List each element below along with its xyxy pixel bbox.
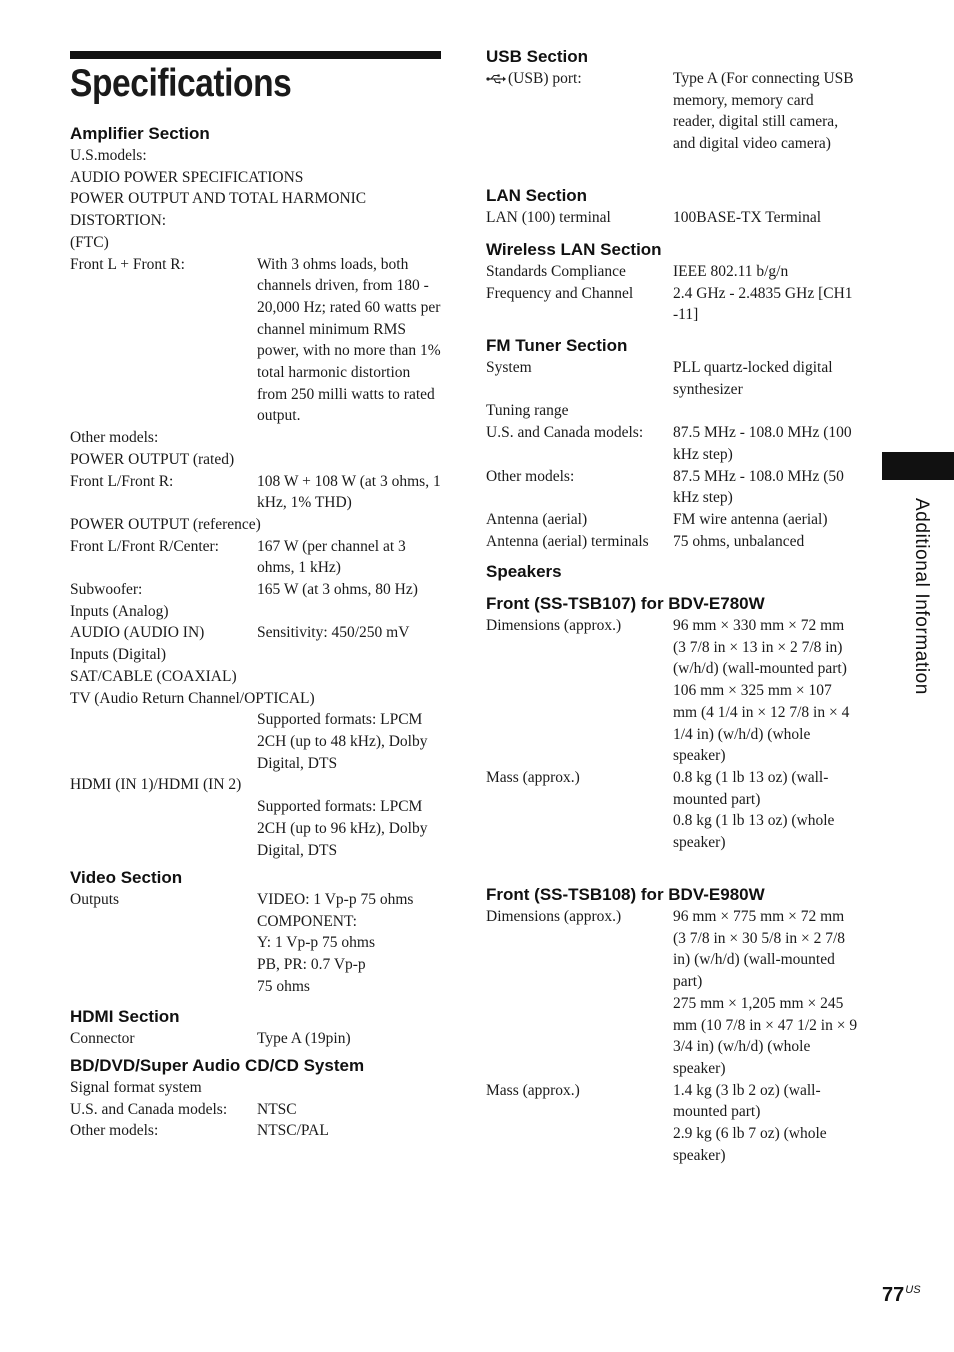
- spec-label: POWER OUTPUT (reference): [70, 515, 261, 533]
- spec-row: [486, 261, 858, 283]
- spec-row: [486, 283, 858, 326]
- spec-row: [70, 601, 442, 623]
- section-heading: Speakers: [486, 562, 562, 581]
- spec-label: Other models:: [70, 429, 159, 447]
- spec-row: [486, 615, 858, 680]
- spec-label: POWER OUTPUT (rated): [70, 450, 235, 468]
- spec-label: Antenna (aerial): [486, 510, 588, 528]
- spec-value: 106 mm × 325 mm × 107 mm (4 1/4 in × 12 7/8 in × 4 1/4 in) (w/h/d) (whole speaker): [673, 682, 850, 765]
- spec-value: NTSC/PAL: [257, 1122, 329, 1140]
- spec-row: [70, 709, 442, 774]
- spec-row: [70, 666, 442, 688]
- title-rule: [70, 51, 441, 59]
- spec-value: With 3 ohms loads, both channels driven, from 180 - 20,000 Hz; rated 60 watts per channel minimum RMS power, with no more than 1% total harmonic distortion from 250 milli watts to rated output.: [257, 255, 441, 425]
- amplifier-section: [70, 122, 442, 861]
- spec-value: 275 mm × 1,205 mm × 245 mm (10 7/8 in × 47 1/2 in × 9 3/4 in) (w/h/d) (whole speaker): [673, 994, 858, 1077]
- spec-row: [70, 622, 442, 644]
- spec-label: [486, 68, 673, 155]
- spec-value: 0.8 kg (1 lb 13 oz) (whole speaker): [673, 812, 835, 852]
- section-heading: Amplifier Section: [70, 124, 210, 143]
- spec-row: [70, 796, 442, 861]
- spec-value: 2.9 kg (6 lb 7 oz) (whole speaker): [673, 1125, 827, 1164]
- spec-row: [70, 954, 442, 976]
- spec-row: [70, 167, 442, 189]
- spec-row: [70, 579, 442, 601]
- spec-row: [70, 188, 442, 210]
- spec-row: [70, 644, 442, 666]
- spec-row: [486, 68, 858, 155]
- spec-row: [486, 207, 858, 229]
- spec-value: VIDEO: 1 Vp-p 75 ohms: [257, 891, 414, 908]
- spec-row: [70, 1120, 442, 1142]
- spec-value: 96 mm × 330 mm × 72 mm (3 7/8 in × 13 in × 2 7/8 in) (w/h/d) (wall-mounted part): [673, 617, 847, 678]
- usb-icon: [486, 69, 508, 91]
- spec-row: [70, 889, 442, 911]
- usb-section: [486, 45, 858, 155]
- spec-row: [486, 509, 858, 531]
- spec-label: Front L/Front R/Center:: [70, 537, 219, 555]
- spec-label: Inputs (Analog): [70, 602, 169, 620]
- spec-label: HDMI (IN 1)/HDMI (IN 2): [70, 776, 242, 794]
- spec-value: PB, PR: 0.7 Vp-p: [257, 956, 366, 974]
- spec-label: TV (Audio Return Channel/OPTICAL): [70, 689, 315, 707]
- spec-label: Mass (approx.): [486, 1081, 580, 1099]
- section-heading: FM Tuner Section: [486, 336, 628, 355]
- spec-label: Mass (approx.): [486, 768, 580, 786]
- spec-row: [70, 254, 442, 428]
- spec-label: Outputs: [70, 891, 120, 908]
- spec-value: 96 mm × 775 mm × 72 mm (3 7/8 in × 30 5/8 in × 2 7/8 in) (w/h/d) (wall-mounted part): [673, 908, 846, 991]
- spec-row: [486, 1080, 858, 1123]
- spec-row: [70, 1028, 442, 1050]
- spec-label: Antenna (aerial) terminals: [486, 532, 649, 550]
- lan-section: [486, 184, 858, 229]
- spec-row: [486, 993, 858, 1080]
- section-heading: LAN Section: [486, 186, 588, 205]
- spec-value: IEEE 802.11 b/g/n: [673, 263, 789, 280]
- spec-row: [70, 427, 442, 449]
- wireless-lan-section: [486, 238, 858, 326]
- spec-row: [70, 449, 442, 471]
- spec-label: Other models:: [486, 467, 575, 485]
- section-heading: BD/DVD/Super Audio CD/CD System: [70, 1056, 365, 1075]
- spec-label-text: (USB) port:: [508, 70, 582, 87]
- spec-label: AUDIO (AUDIO IN): [70, 624, 205, 642]
- spec-label: LAN (100) terminal: [486, 209, 611, 226]
- speakers-section: [486, 560, 858, 583]
- spec-label: Standards Compliance: [486, 263, 626, 280]
- spec-label: Frequency and Channel: [486, 284, 634, 302]
- spec-label: U.S. and Canada models:: [70, 1100, 228, 1118]
- spec-row: [486, 680, 858, 767]
- spec-value: 1.4 kg (3 lb 2 oz) (wall-mounted part): [673, 1081, 821, 1121]
- spec-row: [70, 210, 442, 232]
- spec-row: [486, 531, 858, 553]
- spec-row: [486, 767, 858, 810]
- spec-label: Subwoofer:: [70, 581, 143, 599]
- section-heading: Video Section: [70, 868, 183, 887]
- spec-row: [70, 1099, 442, 1121]
- spec-row: [486, 422, 858, 465]
- spec-row: [70, 774, 442, 796]
- spec-value: 75 ohms: [257, 977, 310, 995]
- spec-value: FM wire antenna (aerial): [673, 510, 828, 528]
- spec-row: [70, 911, 442, 933]
- spec-row: [70, 145, 442, 167]
- spec-label: SAT/CABLE (COAXIAL): [70, 667, 237, 685]
- spec-row: [70, 514, 442, 536]
- spec-value: 108 W + 108 W (at 3 ohms, 1 kHz, 1% THD): [257, 472, 441, 512]
- spec-label: Front L + Front R:: [70, 255, 185, 273]
- spec-value: 167 W (per channel at 3 ohms, 1 kHz): [257, 537, 406, 577]
- section-heading: Front (SS-TSB108) for BDV-E980W: [486, 885, 765, 904]
- spec-row: [70, 1077, 442, 1099]
- side-tab-label: Additional Information: [911, 498, 932, 695]
- spec-value: NTSC: [257, 1100, 297, 1118]
- section-heading: Wireless LAN Section: [486, 240, 662, 259]
- page-title: Specifications: [70, 62, 292, 105]
- spec-row: [70, 976, 442, 998]
- spec-label: Tuning range: [486, 402, 569, 420]
- page-number-value: 77: [882, 1284, 905, 1306]
- side-tab-marker: [882, 452, 954, 480]
- spec-row: [70, 471, 442, 514]
- spec-row: [70, 932, 442, 954]
- spec-value: Supported formats: LPCM 2CH (up to 48 kHz), Dolby Digital, DTS: [257, 711, 428, 772]
- spec-row: [486, 810, 858, 853]
- spec-row: [486, 357, 858, 400]
- spec-label: DISTORTION:: [70, 212, 167, 230]
- section-heading: USB Section: [486, 47, 589, 66]
- video-section: [70, 866, 442, 998]
- spec-value: Type A (For connecting USB memory, memory card reader, digital still camera, and digital video camera): [673, 70, 854, 153]
- spec-value: Y: 1 Vp-p 75 ohms: [257, 934, 375, 952]
- spec-label: Inputs (Digital): [70, 646, 166, 664]
- spec-value: COMPONENT:: [257, 912, 357, 930]
- bd-system-section: [70, 1054, 442, 1142]
- spec-row: [70, 232, 442, 254]
- spec-value: 100BASE-TX Terminal: [673, 209, 822, 226]
- spec-value: 87.5 MHz - 108.0 MHz (100 kHz step): [673, 424, 852, 463]
- spec-row: [486, 1123, 858, 1166]
- spec-label: Dimensions (approx.): [486, 908, 622, 925]
- hdmi-section: [70, 1005, 442, 1050]
- spec-label: AUDIO POWER SPECIFICATIONS: [70, 168, 304, 186]
- spec-value: Type A (19pin): [257, 1030, 351, 1047]
- spec-label: System: [486, 359, 532, 376]
- page-number: [882, 1284, 921, 1307]
- spec-value: 2.4 GHz - 2.4835 GHz [CH1 -11]: [673, 284, 853, 324]
- spec-row: [486, 906, 858, 993]
- spec-value: 87.5 MHz - 108.0 MHz (50 kHz step): [673, 467, 844, 507]
- spec-label: POWER OUTPUT AND TOTAL HARMONIC: [70, 190, 367, 208]
- fm-tuner-section: [486, 334, 858, 552]
- spec-value: 75 ohms, unbalanced: [673, 532, 805, 550]
- spec-value: Supported formats: LPCM 2CH (up to 96 kHz), Dolby Digital, DTS: [257, 798, 428, 859]
- spec-value: Sensitivity: 450/250 mV: [257, 624, 410, 642]
- front-ss-tsb108-section: [486, 883, 858, 1166]
- page-number-suffix: US: [905, 1284, 921, 1296]
- spec-value: PLL quartz-locked digital synthesizer: [673, 359, 833, 398]
- spec-label: U.S. and Canada models:: [486, 424, 644, 442]
- spec-label: Front L/Front R:: [70, 472, 174, 490]
- spec-label: (FTC): [70, 233, 109, 251]
- spec-label: Signal format system: [70, 1079, 202, 1096]
- spec-row: [486, 466, 858, 509]
- spec-row: [70, 688, 442, 710]
- spec-row: [70, 536, 442, 579]
- spec-row: [486, 400, 858, 422]
- spec-label: Connector: [70, 1030, 135, 1047]
- section-heading: Front (SS-TSB107) for BDV-E780W: [486, 594, 765, 613]
- spec-label: Other models:: [70, 1122, 159, 1140]
- spec-label: Dimensions (approx.): [486, 617, 622, 634]
- section-heading: HDMI Section: [70, 1007, 180, 1026]
- spec-label: U.S.models:: [70, 147, 147, 164]
- spec-value: 165 W (at 3 ohms, 80 Hz): [257, 581, 418, 599]
- spec-value: 0.8 kg (1 lb 13 oz) (wall-mounted part): [673, 768, 829, 808]
- front-ss-tsb107-section: [486, 592, 858, 854]
